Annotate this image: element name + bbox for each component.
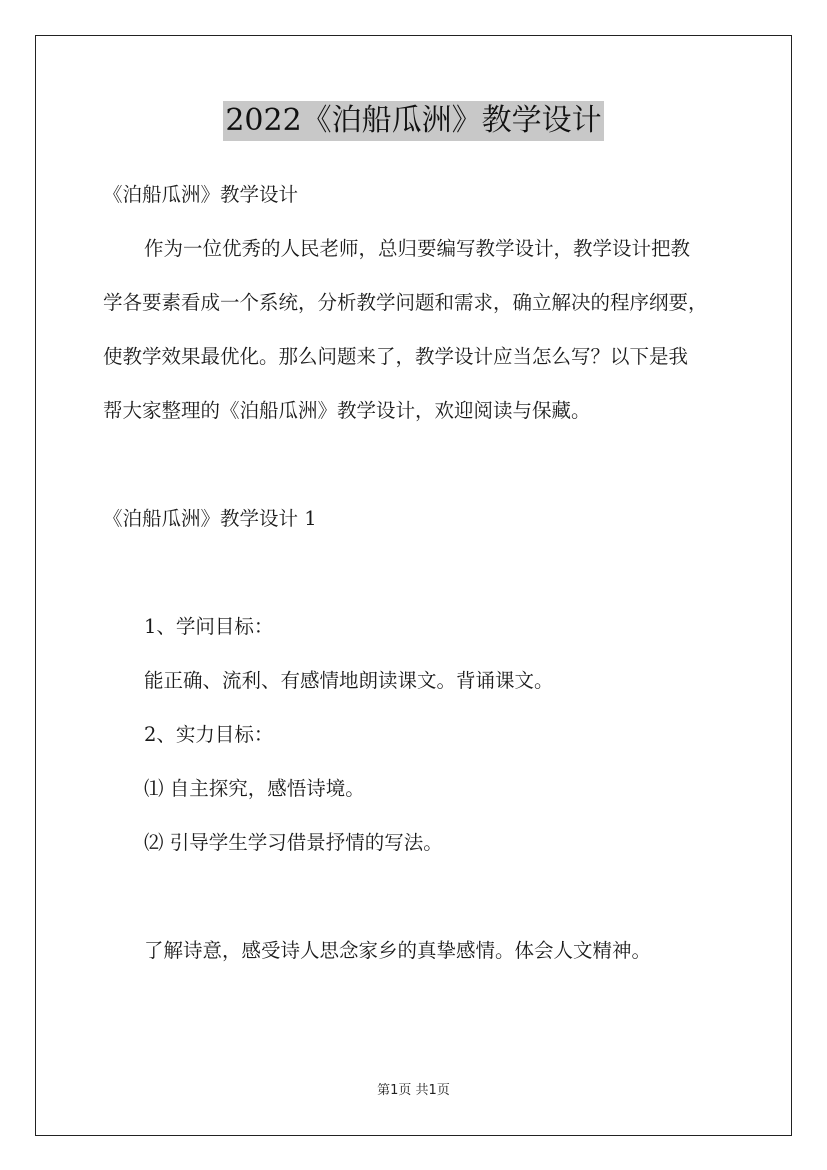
- section-heading: 《泊船瓜洲》教学设计 1: [103, 507, 317, 530]
- intro-line-2: 学各要素看成一个系统，分析教学问题和需求，确立解决的程序纲要，: [103, 291, 708, 314]
- document-title: 2022《泊船瓜洲》教学设计: [223, 101, 603, 141]
- goal2-item-1: ⑴ 自主探究，感悟诗境。: [144, 777, 365, 800]
- intro-line-3: 使教学效果最优化。那么问题来了，教学设计应当怎么写？以下是我: [103, 345, 689, 368]
- intro-line-4: 帮大家整理的《泊船瓜洲》教学设计，欢迎阅读与保藏。: [103, 399, 591, 422]
- subtitle: 《泊船瓜洲》教学设计: [103, 183, 299, 206]
- goal2-item-2: ⑵ 引导学生学习借景抒情的写法。: [144, 831, 443, 854]
- intro-line-1: 作为一位优秀的人民老师，总归要编写教学设计，教学设计把教: [144, 237, 691, 260]
- goal1-label: 1、学问目标：: [144, 615, 274, 638]
- goal2-label: 2、实力目标：: [144, 723, 274, 746]
- goal1-text: 能正确、流利、有感情地朗读课文。背诵课文。: [144, 669, 554, 692]
- goal3-text: 了解诗意，感受诗人思念家乡的真挚感情。体会人文精神。: [144, 939, 652, 962]
- title-container: [0, 101, 827, 141]
- page-footer: 第1页 共1页: [377, 1083, 450, 1098]
